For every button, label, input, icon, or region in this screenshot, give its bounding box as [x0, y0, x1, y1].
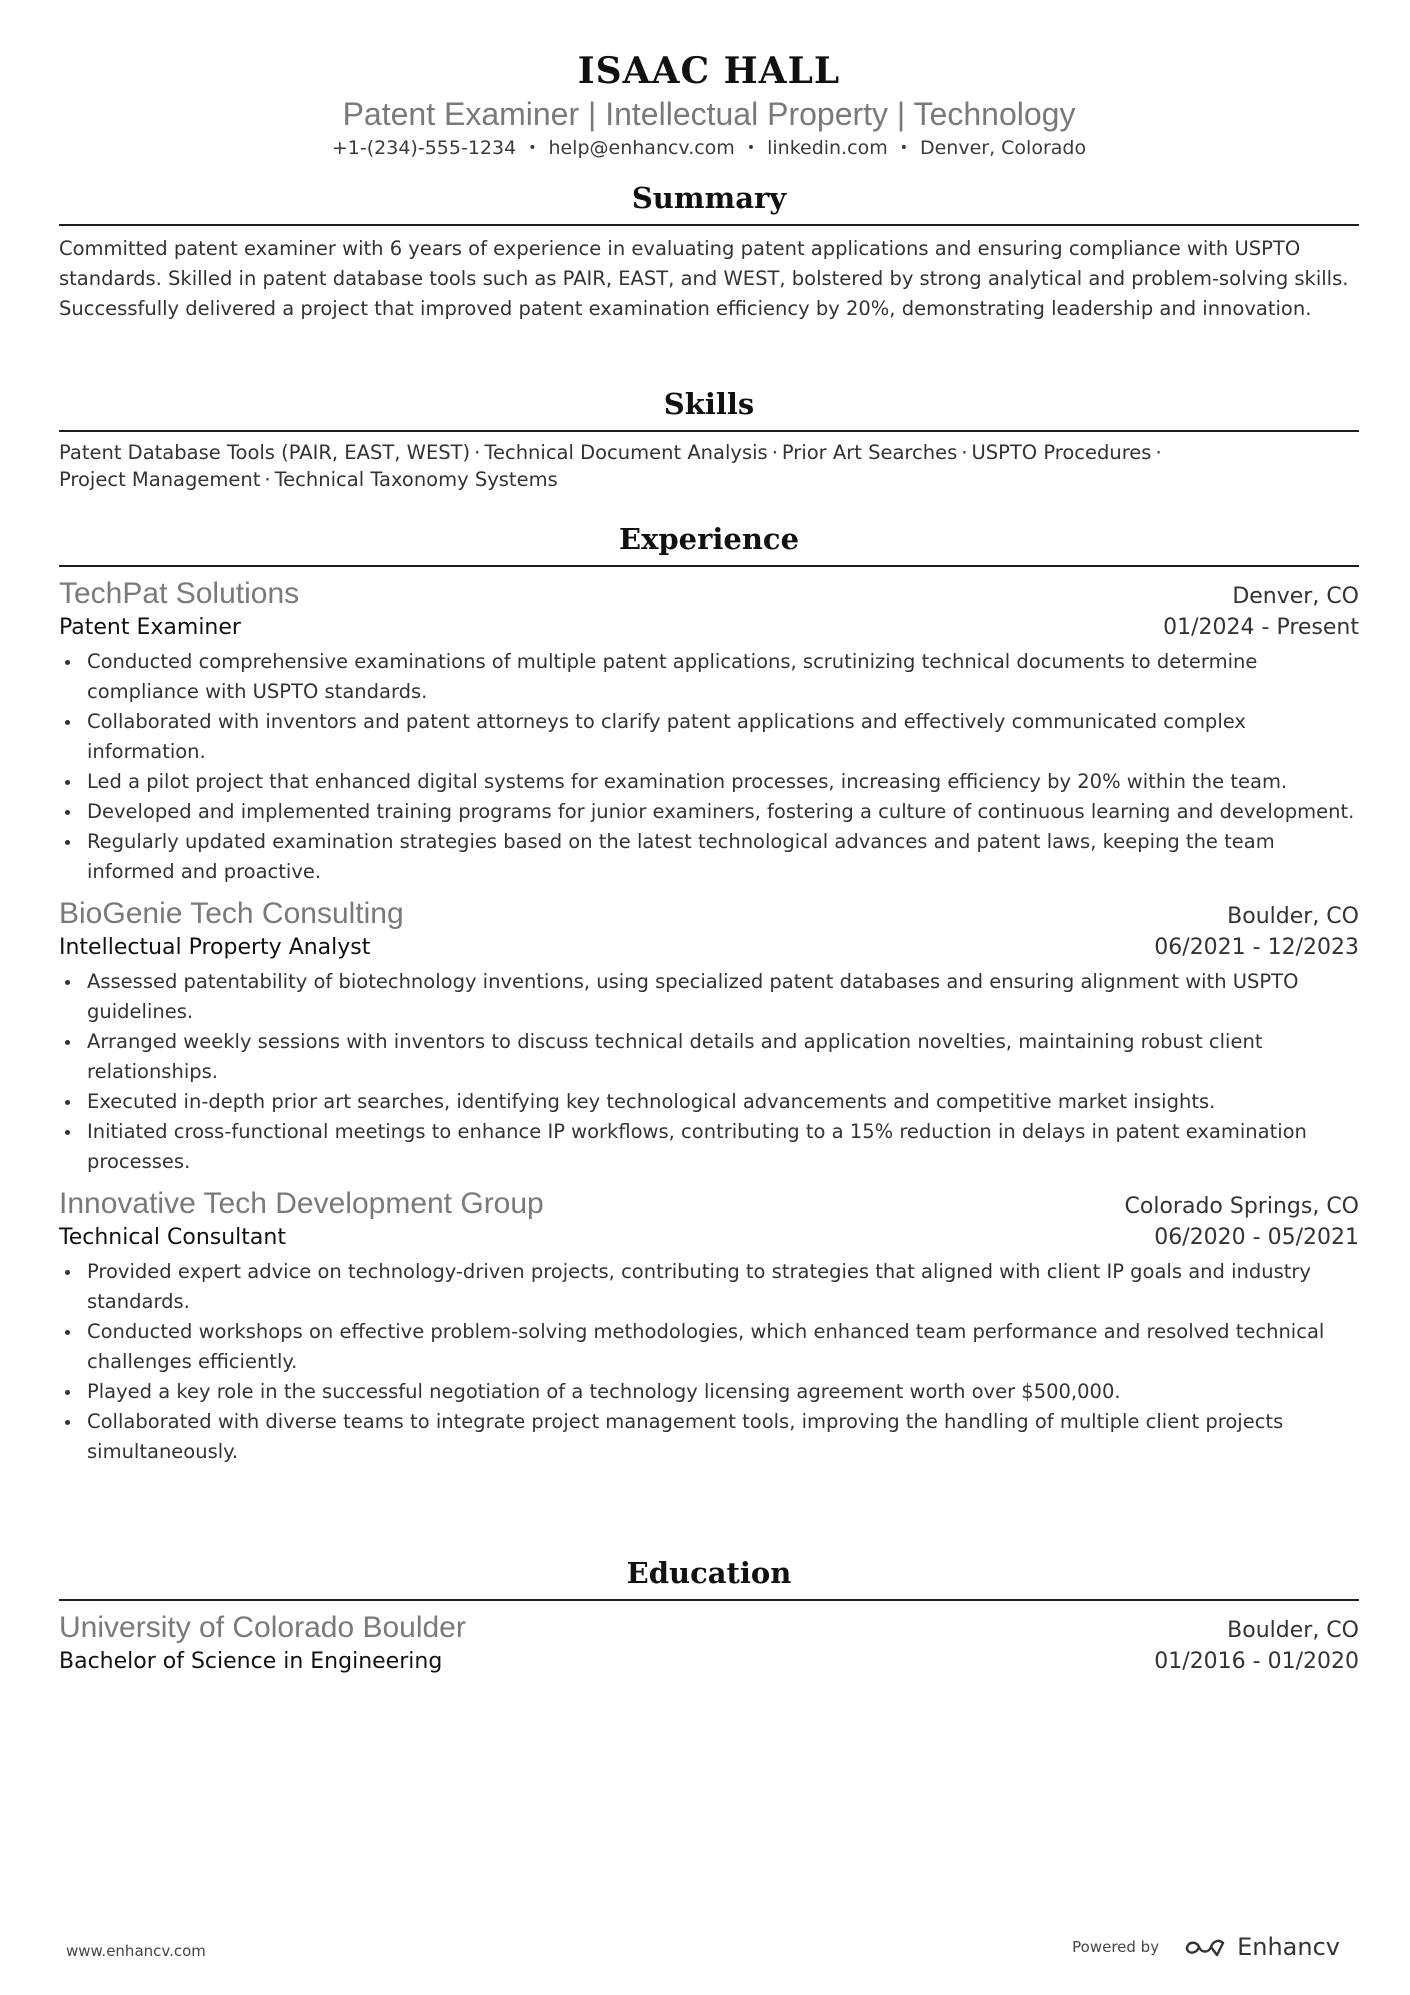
- education-dates: 01/2016 - 01/2020: [1154, 1649, 1359, 1674]
- powered-by-label: Powered by: [1072, 1938, 1160, 1956]
- job-bullet: Led a pilot project that enhanced digital systems for examination processes, increasing efficiency by 20% within the team.: [59, 767, 1359, 797]
- skill-separator: ·: [264, 468, 271, 491]
- degree: Bachelor of Science in Engineering: [59, 1649, 443, 1674]
- experience-entry: [59, 575, 1359, 887]
- skill-item: USPTO Procedures: [971, 441, 1152, 464]
- contact-separator: •: [528, 140, 537, 156]
- job-bullets: [59, 967, 1359, 1177]
- contact-info: [59, 134, 1359, 162]
- job-bullet: Collaborated with diverse teams to integrate project management tools, improving the handling of multiple client projects simultaneously.: [59, 1407, 1359, 1467]
- contact-separator: •: [746, 140, 756, 156]
- job-bullet: Developed and implemented training programs for junior examiners, fostering a culture of continuous learning and development.: [59, 797, 1359, 827]
- skill-item: Patent Database Tools (PAIR, EAST, WEST): [59, 441, 471, 464]
- job-bullet: Assessed patentability of biotechnology inventions, using specialized patent databases and ensuring alignment with USPTO guidelines.: [59, 967, 1359, 1027]
- job-title: Patent Examiner: [59, 615, 241, 640]
- contact-email[interactable]: help@enhancv.com: [548, 137, 735, 159]
- section-title-skills: Skills: [663, 387, 755, 421]
- contact-separator: •: [899, 140, 908, 156]
- footer-website[interactable]: www.enhancv.com: [66, 1942, 206, 1960]
- company-name: Innovative Tech Development Group: [59, 1187, 544, 1220]
- enhancv-logo-icon: [1183, 1935, 1227, 1959]
- skill-item: Technical Taxonomy Systems: [274, 468, 558, 491]
- school-name: University of Colorado Boulder: [59, 1611, 466, 1644]
- job-bullet: Arranged weekly sessions with inventors to discuss technical details and application novelties, maintaining robust client relationships.: [59, 1027, 1359, 1087]
- section-divider: [59, 565, 1359, 567]
- skill-item: Project Management: [59, 468, 261, 491]
- education-entry: [59, 1609, 1359, 1677]
- brand[interactable]: [1183, 1933, 1340, 1961]
- job-bullet: Regularly updated examination strategies based on the latest technological advances and patent laws, keeping the team informed and proactive.: [59, 827, 1359, 887]
- education-section: [59, 1553, 1359, 1677]
- skill-item: Prior Art Searches: [781, 441, 958, 464]
- candidate-name: ISAAC HALL: [577, 50, 841, 92]
- experience-entry: [59, 1185, 1359, 1467]
- job-location: Denver, CO: [1232, 584, 1359, 609]
- job-title: Technical Consultant: [59, 1225, 286, 1250]
- job-dates: 06/2020 - 05/2021: [1154, 1225, 1359, 1250]
- job-bullet: Provided expert advice on technology-driven projects, contributing to strategies that aligned with client IP goals and industry standards.: [59, 1257, 1359, 1317]
- skill-separator: ·: [474, 441, 481, 464]
- job-bullet: Initiated cross-functional meetings to enhance IP workflows, contributing to a 15% reduction in delays in patent examination processes.: [59, 1117, 1359, 1177]
- section-divider: [59, 1599, 1359, 1601]
- experience-section: [59, 519, 1359, 1467]
- experience-entry: [59, 895, 1359, 1177]
- contact-phone: +1-(234)-555-1234: [331, 137, 517, 159]
- section-divider: [59, 430, 1359, 432]
- resume-page: [59, 0, 1359, 1674]
- skill-separator: ·: [771, 441, 778, 464]
- skill-separator: ·: [961, 441, 968, 464]
- job-bullets: [59, 647, 1359, 887]
- summary-section: [59, 178, 1359, 324]
- job-bullet: Executed in-depth prior art searches, identifying key technological advancements and competitive market insights.: [59, 1087, 1359, 1117]
- brand-name: Enhancv: [1237, 1933, 1340, 1961]
- contact-location: Denver, Colorado: [919, 137, 1087, 159]
- job-location: Boulder, CO: [1227, 904, 1359, 929]
- skills-list: [59, 439, 1209, 493]
- section-title-education: Education: [626, 1556, 792, 1590]
- company-name: BioGenie Tech Consulting: [59, 897, 404, 930]
- section-divider: [59, 224, 1359, 226]
- skill-separator: ·: [1155, 441, 1162, 464]
- section-title-experience: Experience: [618, 522, 800, 556]
- job-bullets: [59, 1257, 1359, 1467]
- resume-header: [59, 0, 1359, 162]
- candidate-headline: Patent Examiner | Intellectual Property | Technology: [342, 96, 1076, 132]
- job-dates: 06/2021 - 12/2023: [1154, 935, 1359, 960]
- contact-linkedin[interactable]: linkedin.com: [767, 137, 888, 159]
- job-dates: 01/2024 - Present: [1163, 615, 1359, 640]
- job-bullet: Conducted comprehensive examinations of multiple patent applications, scrutinizing technical documents to determine compliance with USPTO standards.: [59, 647, 1359, 707]
- company-name: TechPat Solutions: [59, 577, 300, 610]
- footer-branding: [1072, 1933, 1340, 1961]
- job-location: Colorado Springs, CO: [1124, 1194, 1359, 1219]
- skill-item: Technical Document Analysis: [484, 441, 768, 464]
- school-location: Boulder, CO: [1227, 1618, 1359, 1643]
- job-bullet: Collaborated with inventors and patent attorneys to clarify patent applications and effectively communicated complex information.: [59, 707, 1359, 767]
- job-bullet: Conducted workshops on effective problem-solving methodologies, which enhanced team performance and resolved technical challenges efficiently.: [59, 1317, 1359, 1377]
- summary-text: Committed patent examiner with 6 years of experience in evaluating patent applications and ensuring compliance with USPTO standards. Skilled in patent database tools such as PAIR, EAST, and WEST, bolstered by strong analytical and problem-solving skills. Successfully delivered a project that improved patent examination efficiency by 20%, demonstrating leadership and innovation.: [59, 237, 1349, 320]
- section-title-summary: Summary: [631, 181, 787, 215]
- job-bullet: Played a key role in the successful negotiation of a technology licensing agreement worth over $500,000.: [59, 1377, 1359, 1407]
- job-title: Intellectual Property Analyst: [59, 935, 371, 960]
- skills-section: [59, 384, 1359, 493]
